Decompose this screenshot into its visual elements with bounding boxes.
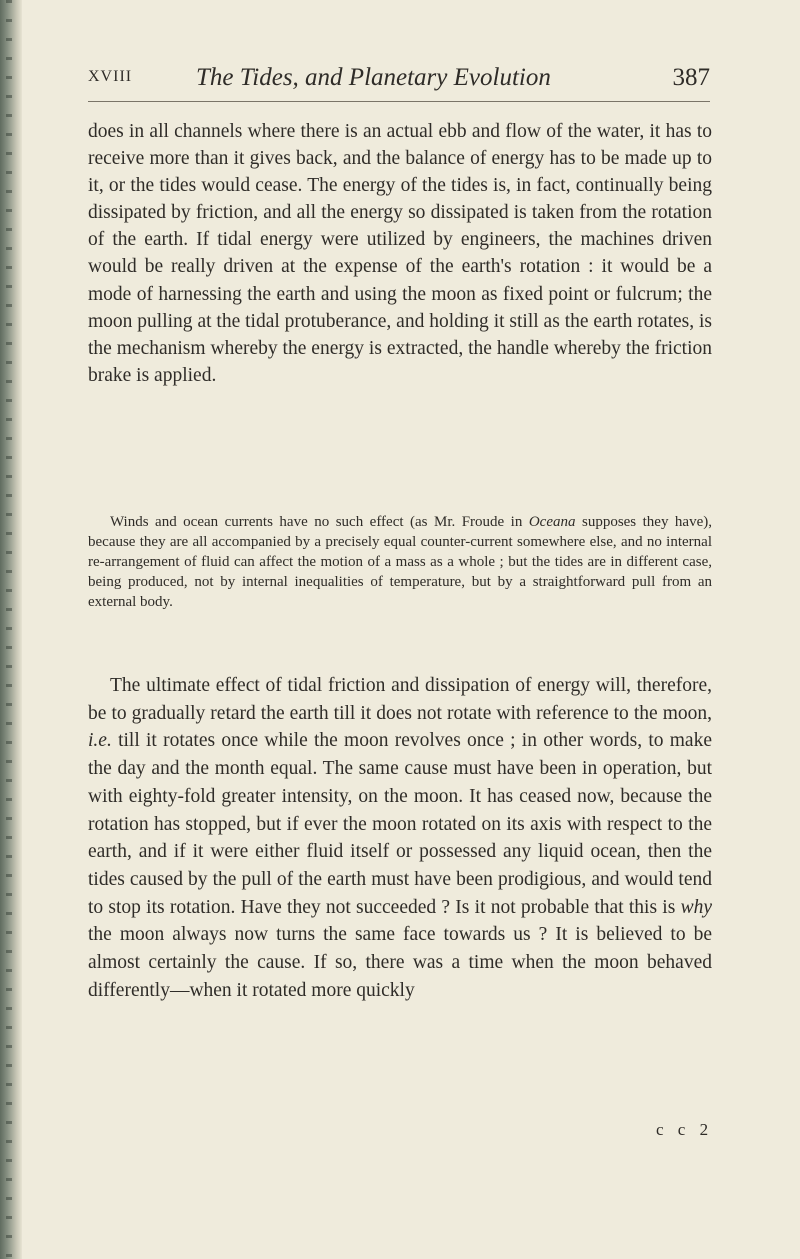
page-number: 387	[672, 64, 710, 91]
paragraph-2	[88, 672, 712, 1004]
running-title: The Tides, and Planetary Evolution	[196, 64, 551, 91]
running-header	[88, 64, 710, 96]
header-rule	[88, 101, 710, 102]
paragraph-2-why: why	[680, 896, 712, 918]
paragraph-2-part-2: till it rotates once while the moon revolves once ; in other words, to make the day and the month equal. The same cause must have been in operation, but with eighty-fold greater intensity, on the moon. It has ceased now, because the rotation has stopped, but if ever the moon rotated on its axis with respect to the earth, and if it were either fluid itself or possessed any liquid ocean, then the tides caused by the pull of the earth must have been prodigious, and would tend to stop its rotation. Have they not succeeded ? Is it not probable that this is	[88, 730, 712, 918]
paragraph-2-part-3: the moon always now turns the same face towards us ? It is believed to be almost certainly the cause. If so, there was a time when the moon behaved differently—when it rotated more quickly	[88, 924, 712, 1001]
note-text-end: supposes they have), because they are all accompanied by a precisely equal counter-current somewhere else, and no internal re-arrangement of fluid can affect the motion of a mass as a whole ; but the tides are in different case, being produced, not by internal inequalities of temperature, but by a straightforward pull from an external body.	[88, 514, 712, 610]
chapter-number: XVIII	[88, 68, 133, 85]
small-print-note	[88, 512, 712, 612]
paragraph-2-part-1: The ultimate effect of tidal friction and dissipation of energy will, therefore, be to gradually retard the earth till it does not rotate with reference to the moon,	[88, 675, 712, 724]
note-text-start: Winds and ocean currents have no such effect (as Mr. Froude in	[110, 514, 529, 530]
paragraph-2-ie: i.e.	[88, 730, 112, 752]
paragraph-1: does in all channels where there is an actual ebb and flow of the water, it has to receive more than it gives back, and the balance of energy has to be made up to it, or the tides would cease. The energy of the tides is, in fact, continually being dissipated by friction, and all the energy so dissipated is taken from the rotation of the earth. If tidal energy were utilized by engineers, the machines driven would be really driven at the expense of the earth's rotation : it would be a mode of harnessing the earth and using the moon as fixed point or fulcrum; the moon pulling at the tidal protuberance, and holding it still as the earth rotates, is the mechanism whereby the energy is extracted, the handle whereby the friction brake is applied.	[88, 121, 712, 386]
binding-stitches	[6, 0, 12, 1259]
note-italic-title: Oceana	[528, 514, 576, 530]
signature-mark: c c 2	[656, 1120, 714, 1139]
